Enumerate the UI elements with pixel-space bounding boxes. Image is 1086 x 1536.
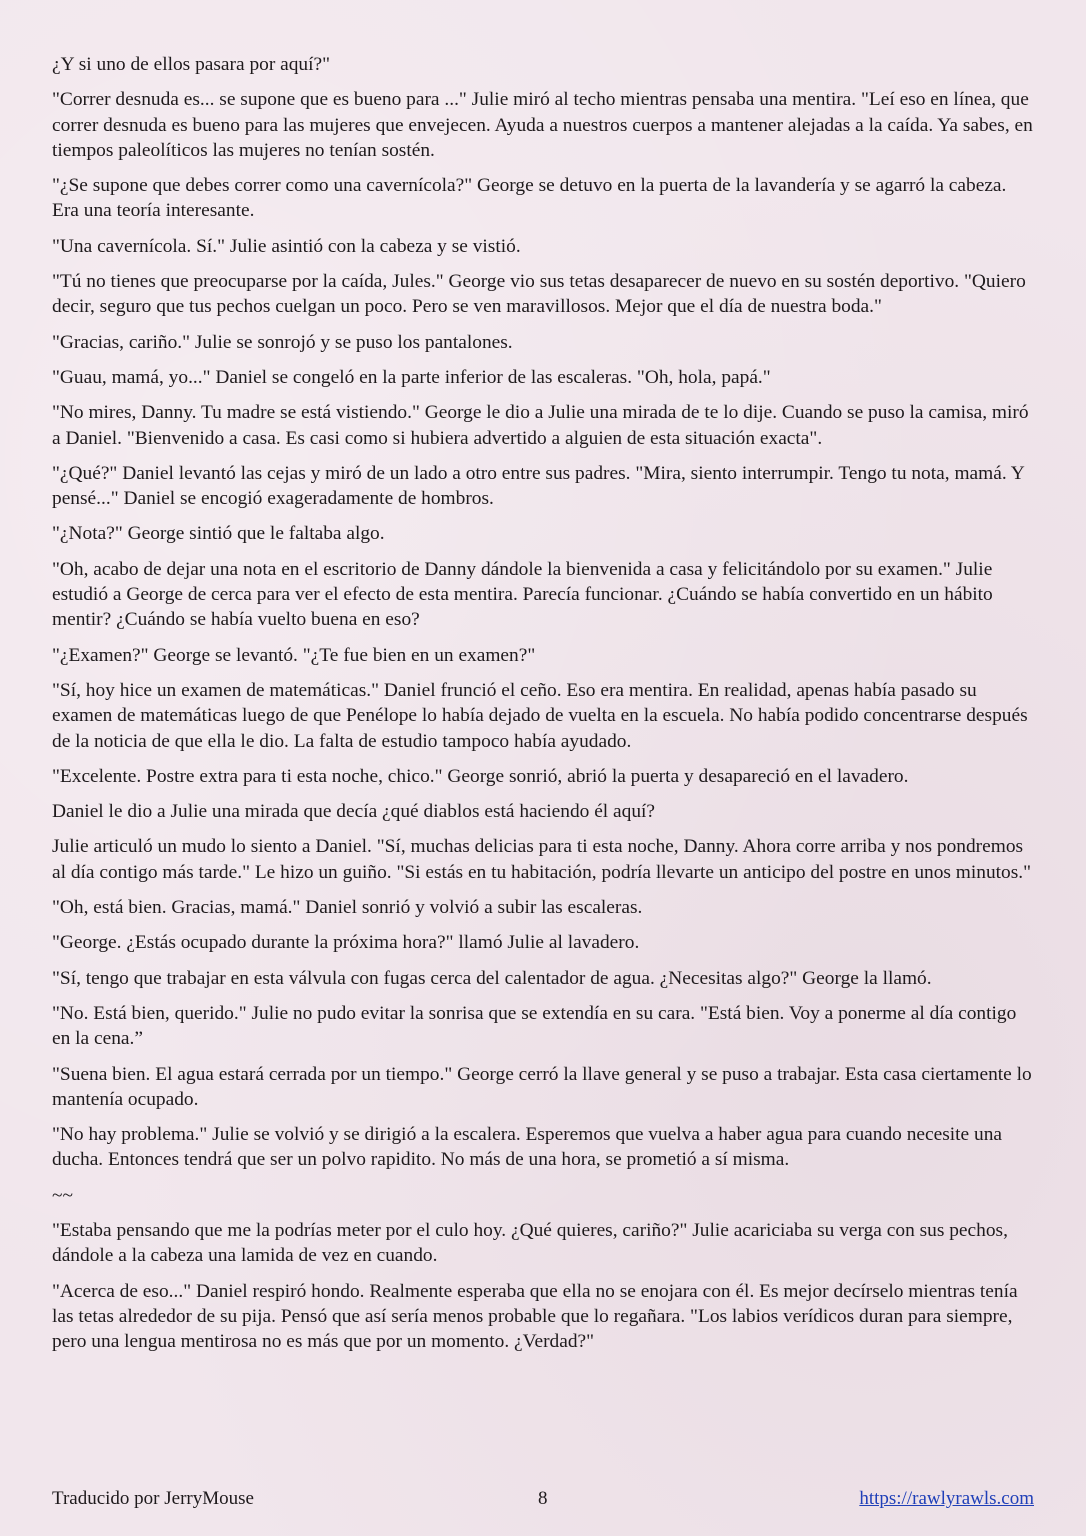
paragraph: "Correr desnuda es... se supone que es bueno para ..." Julie miró al techo mientras pensaba una mentira. "Leí eso en línea, que correr desnuda es bueno para las mujeres que envejecen. Ayuda a nuestros cuerpos a mantener alejadas a la caída. Ya sabes, en tiempos paleolíticos las mujeres no tenían sostén. xyxy=(52,89,1033,161)
paragraph: "Sí, tengo que trabajar en esta válvula con fugas cerca del calentador de agua. ¿Necesitas algo?" George la llamó. xyxy=(52,967,932,989)
paragraph: "Gracias, cariño." Julie se sonrojó y se puso los pantalones. xyxy=(52,331,513,353)
paragraph: "Suena bien. El agua estará cerrada por un tiempo." George cerró la llave general y se puso a trabajar. Esta casa ciertamente lo mantenía ocupado. xyxy=(52,1063,1032,1110)
paragraph: "¿Qué?" Daniel levantó las cejas y miró de un lado a otro entre sus padres. "Mira, siento interrumpir. Tengo tu nota, mamá. Y pensé..." Daniel se encogió exageradamente de hombros. xyxy=(52,462,1025,510)
paragraph: "No mires, Danny. Tu madre se está vistiendo." George le dio a Julie una mirada de te lo dije. Cuando se puso la camisa, miró a Daniel. "Bienvenido a casa. Es casi como si hubiera advertido a alguien de esta situación exacta". xyxy=(52,402,1029,449)
paragraph: "Sí, hoy hice un examen de matemáticas." Daniel frunció el ceño. Eso era mentira. En realidad, apenas había pasado su examen de matemáticas luego de que Penélope lo había dejado de vuelta en la escuela. No había podido concentrarse después de la noticia de que ella le dio. La falta de estudio tampoco había ayudado. xyxy=(52,679,1028,752)
paragraph: Julie articuló un mudo lo siento a Daniel. "Sí, muchas delicias para ti esta noche, Danny. Ahora corre arriba y nos pondremos al día contigo más tarde." Le hizo un guiño. "Si estás en tu habitación, podría llevarte un anticipo del postre en unos minutos." xyxy=(52,836,1032,883)
translator-credit: Traducido por JerryMouse xyxy=(52,1488,254,1509)
paragraph: "No hay problema." Julie se volvió y se dirigió a la escalera. Esperemos que vuelva a haber agua para cuando necesite una ducha. Entonces tendrá que ser un polvo rapidito. No más de una hora, se prometió a sí misma. xyxy=(52,1124,1002,1171)
paragraph: "Estaba pensando que me la podrías meter por el culo hoy. ¿Qué quieres, cariño?" Julie acariciaba su verga con sus pechos, dándole a la cabeza una lamida de vez en cuando. xyxy=(52,1219,1008,1267)
website-link[interactable]: https://rawlyrawls.com xyxy=(859,1488,1034,1509)
paragraph: "Tú no tienes que preocuparse por la caída, Jules." George vio sus tetas desaparecer de nuevo en su sostén deportivo. "Quiero decir, seguro que tus pechos cuelgan un poco. Pero se ven maravillosos. Mejor que el día de nuestra boda." xyxy=(52,271,1026,318)
body-text xyxy=(52,52,1036,1364)
paragraph: "Oh, acabo de dejar una nota en el escritorio de Danny dándole la bienvenida a casa y felicitándolo por su examen." Julie estudió a George de cerca para ver el efecto de esta mentira. Parecía funcionar. ¿Cuándo se había convertido en un hábito mentir? ¿Cuándo se había vuelto buena en eso? xyxy=(52,558,993,631)
paragraph: "Guau, mamá, yo..." Daniel se congeló en la parte inferior de las escaleras. "Oh, hola, papá." xyxy=(52,366,771,388)
paragraph: Daniel le dio a Julie una mirada que decía ¿qué diablos está haciendo él aquí? xyxy=(52,801,656,823)
paragraph: ¿Y si uno de ellos pasara por aquí?" xyxy=(52,54,331,75)
page-number: 8 xyxy=(538,1488,548,1509)
paragraph: "¿Se supone que debes correr como una cavernícola?" George se detuvo en la puerta de la lavandería y se agarró la cabeza. Era una teoría interesante. xyxy=(52,175,1007,222)
paragraph: "¿Nota?" George sintió que le faltaba algo. xyxy=(52,523,385,545)
paragraph: "No. Está bien, querido." Julie no pudo evitar la sonrisa que se extendía en su cara. "Está bien. Voy a ponerme al día contigo en la cena.” xyxy=(52,1002,1017,1050)
paragraph: "Oh, está bien. Gracias, mamá." Daniel sonrió y volvió a subir las escaleras. xyxy=(52,897,643,919)
paragraph: "George. ¿Estás ocupado durante la próxima hora?" llamó Julie al lavadero. xyxy=(52,932,640,954)
paragraph: "Una cavernícola. Sí." Julie asintió con la cabeza y se vistió. xyxy=(52,235,521,257)
page-footer xyxy=(52,1486,1034,1512)
paragraph: "Excelente. Postre extra para ti esta noche, chico." George sonrió, abrió la puerta y desapareció en el lavadero. xyxy=(52,765,909,787)
paragraph: "¿Examen?" George se levantó. "¿Te fue bien en un examen?" xyxy=(52,644,536,666)
paragraph: "Acerca de eso..." Daniel respiró hondo. Realmente esperaba que ella no se enojara con él. Es mejor decírselo mientras tenía las tetas alrededor de su pija. Pensó que así sería menos probable que lo regañara. "Los labios verídicos duran para siempre, pero una lengua mentirosa no es más que por un momento. ¿Verdad?" xyxy=(52,1280,1018,1353)
scene-break: ~~ xyxy=(52,1184,73,1206)
